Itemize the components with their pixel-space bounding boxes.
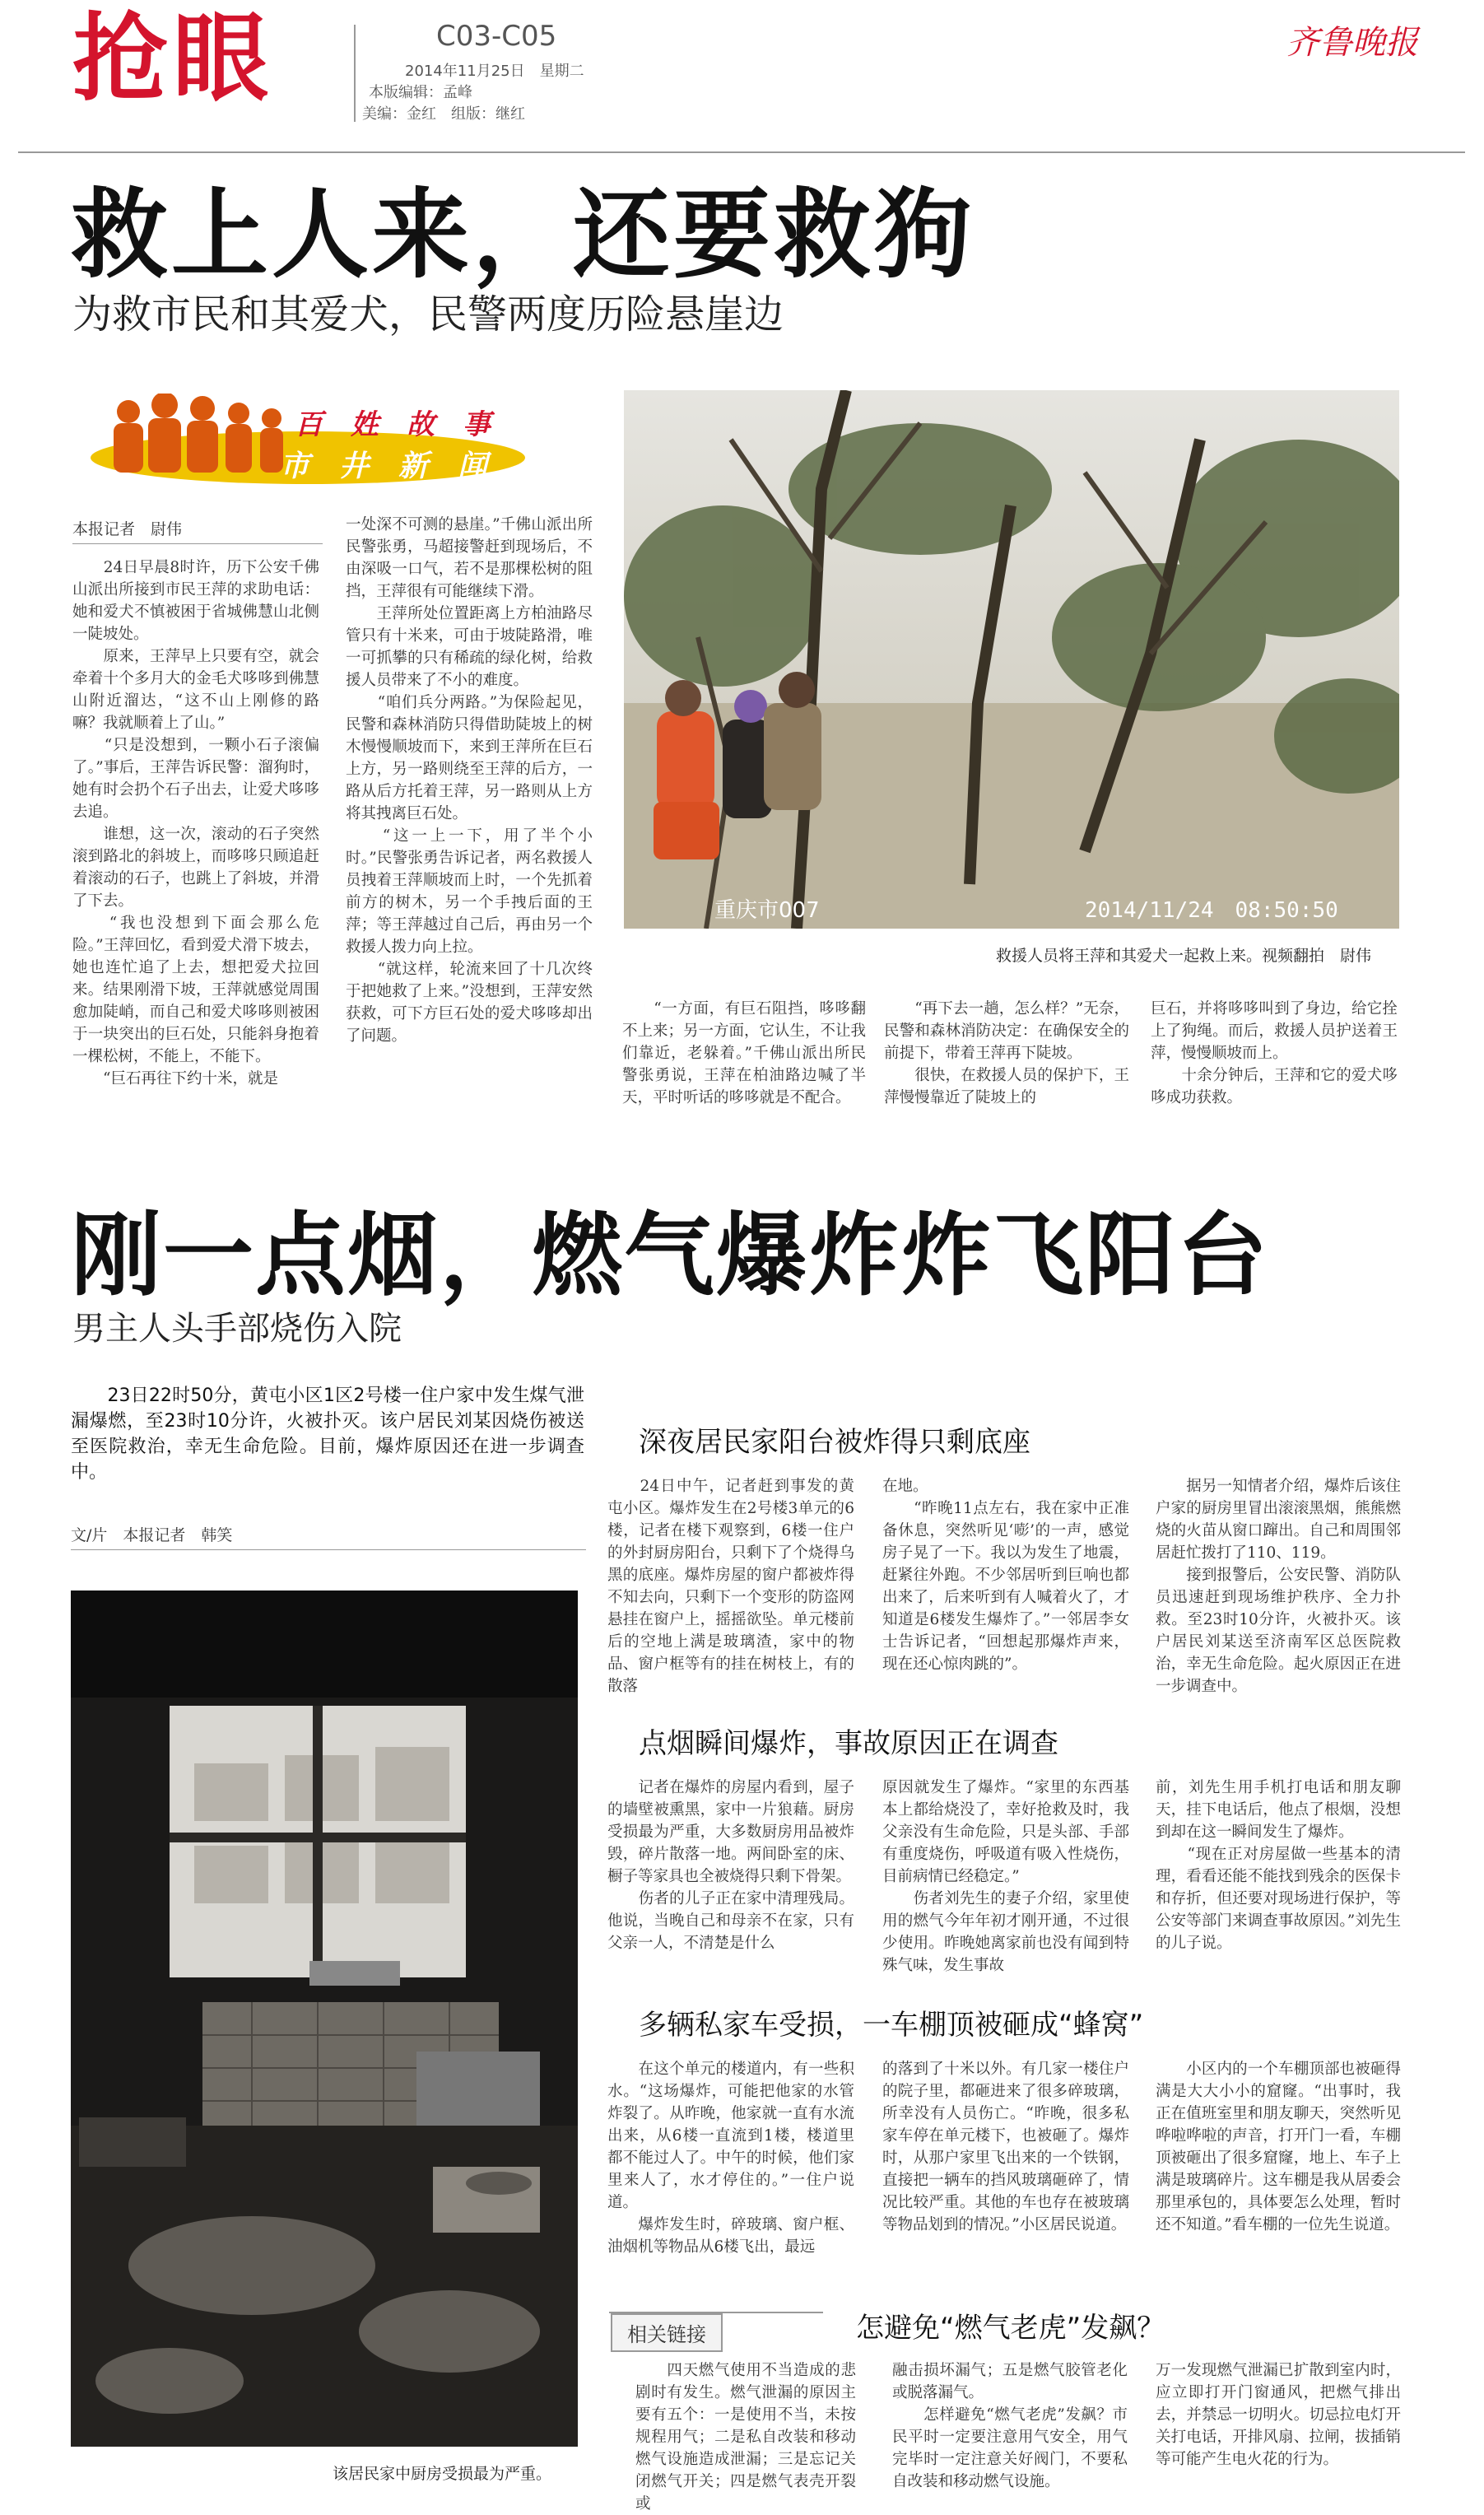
story2-sec2-column-1: 记者在爆炸的房屋内看到，屋子的墙壁被熏黑，家中一片狼藉。厨房受损最为严重，大多数厨房用品被炸毁，碎片散落一地。两间卧室的床、橱子等家具也全被烧得只剩下骨架。 伤者的儿子正在家中清理残局。他说，当晚自己和母亲不在家，只有父亲一人，不清楚是什么	[607, 1779, 854, 1952]
related-column-3: 万一发现燃气泄漏已扩散到室内时，应立即打开门窗通风，把燃气排出去，并禁忌一切明火。切忌拉电灯开关打电话，开排风扇、拉闸，拔插销等可能产生电火花的行为。	[1156, 2362, 1401, 2468]
story2-sec2-column-2: 原因就发生了爆炸。“家里的东西基本上都给烧没了，幸好抢救及时，我父亲没有生命危险，只是头部、手部有重度烧伤，呼吸道有吸入性烧伤，目前病情已经稳定。” 伤者刘先生的妻子介绍，家里使用的燃气今年年初才刚开通，不过很少使用。昨晚她离家前也没有闻到特殊气味，发生事故	[882, 1779, 1129, 1974]
story2-photo-caption: 该居民家中厨房受损最为严重。	[333, 2465, 552, 2483]
story2-sec1-column-2: 在地。 “昨晚11点左右，我在家中正准备休息，突然听见‘嘭’的一声，感觉房子晃了一下。我以为发生了地震，赶紧往外跑。不少邻居听到巨响也都出来了，后来听到有人喊着火了，才知道是6楼发生爆炸了。”一邻居李女士告诉记者，“回想起那爆炸声来，现在还心惊肉跳的”。	[882, 1478, 1129, 1673]
story1-photo-caption: 救援人员将王萍和其爱犬一起救上来。视频翻拍 尉伟	[996, 947, 1372, 965]
story1-column-3: “一方面，有巨石阻挡，哆哆翻不上来；另一方面，它认生，不让我们靠近，老躲着。”千佛山派出所民警张勇说，王萍在柏油路边喊了半天，平时听话的哆哆就是不配合。	[622, 1000, 867, 1106]
rescue-scene-image	[624, 390, 1399, 929]
editor-credit: 本版编辑：孟峰	[369, 84, 472, 101]
story1-column-4: “再下去一趟，怎么样？”无奈，民警和森林消防决定：在确保安全的前提下，带着王萍再下陡坡。 很快，在救援人员的保护下，王萍慢慢靠近了陡坡上的	[884, 1000, 1129, 1106]
masthead-rule	[18, 151, 1465, 153]
story2-sec2-column-3: 前，刘先生用手机打电话和朋友聊天，挂下电话后，他点了根烟，没想到却在这一瞬间发生了爆炸。 “现在正对房屋做一些基本的清理，看看还能不能找到残余的医保卡和存折，但还要对现场进行保护，等公安等部门来调查事故原因。”刘先生的儿子说。	[1156, 1779, 1401, 1952]
story2-subhead: 男主人头手部烧伤入院	[72, 1310, 402, 1348]
story1-headline: 救上人来，还要救狗	[71, 178, 975, 291]
issue-date: 2014年11月25日 星期二	[405, 63, 584, 80]
story2-sec3-column-2: 的落到了十米以外。有几家一楼住户的院子里，都砸进来了很多碎玻璃，所幸没有人员伤亡。“昨晚，很多私家车停在单元楼下，也被砸了。爆炸时，从那户家里飞出来的一个铁钢，直接把一辆车的挡风玻璃砸碎了，情况比较严重。其他的车也存在被玻璃等物品划到的情况。”小区居民说道。	[882, 2061, 1129, 2233]
column-badge	[89, 394, 527, 487]
page-range: C03-C05	[436, 20, 557, 53]
section-title: 抢眼	[72, 3, 273, 114]
kitchen-photo	[71, 1591, 578, 2447]
story1-subhead: 为救市民和其爱犬，民警两度历险悬崖边	[72, 291, 784, 338]
photo-stamp-right: 2014/11/24 08:50:50	[1085, 898, 1338, 923]
story2-sec3-column-3: 小区内的一个车棚顶部也被砸得满是大大小小的窟窿。“出事时，我正在值班室里和朋友聊天，突然听见哗啦哗啦的声音，打开门一看，车棚顶被砸出了很多窟窿，地上、车子上满是玻璃碎片。这车棚是我从居委会那里承包的，具体要怎么处理，暂时还不知道。”看车棚的一位先生说道。	[1156, 2061, 1401, 2233]
byline-rule	[72, 543, 323, 544]
related-column-2: 融击损坏漏气；五是燃气胶管老化或脱落漏气。 怎样避免“燃气老虎”发飙？市民平时一定要注意用气安全，用气完毕时一定注意关好阀门，不要私自改装和移动燃气设施。	[892, 2362, 1128, 2490]
badge-line2: 市 井 新 闻	[280, 449, 488, 483]
burned-kitchen-image	[71, 1591, 578, 2447]
story2-byline-rule	[71, 1549, 586, 1550]
story2-byline: 文/片 本报记者 韩笑	[71, 1526, 233, 1544]
photo-stamp-left: 重庆市007	[714, 898, 820, 923]
story1-column-5: 巨石，并将哆哆叫到了身边，给它拴上了狗绳。而后，救援人员护送着王萍，慢慢顺坡而上。 十余分钟后，王萍和它的爱犬哆哆成功获救。	[1151, 1000, 1398, 1106]
story2-section3-title: 多辆私家车受损，一车棚顶被砸成“蜂窝”	[639, 2009, 1144, 2042]
story2-section2-title: 点烟瞬间爆炸，事故原因正在调查	[639, 1727, 1058, 1760]
story2-headline: 刚一点烟，燃气爆炸炸飞阳台	[71, 1203, 1269, 1308]
story1-column-1: 24日早晨8时许，历下公安千佛山派出所接到市民王萍的求助电话：她和爱犬不慎被困于省城佛慧山北侧一陡坡处。 原来，王萍早上只要有空，就会牵着十个多月大的金毛犬哆哆到佛慧山附近溜达，“这不山上刚修的路嘛？我就顺着上了山。” “只是没想到，一颗小石子滚偏了。”事后，王萍告诉民警：溜狗时，她有时会扔个石子出去，让爱犬哆哆去追。 谁想，这一次，滚动的石子突然滚到路北的斜坡上，而哆哆只顾追赶着滚动的石子，也跳上了斜坡，并滑了下去。 “我也没想到下面会那么危险。”王萍回忆，看到爱犬滑下坡去，她也连忙追了上去，想把爱犬拉回来。结果刚滑下坡，王萍就感觉周围愈加陡峭，而自己和爱犬哆哆则被困于一块突出的巨石处，只能斜身抱着一棵松树，不能上，不能下。 “巨石再往下约十米，就是	[72, 559, 319, 1088]
masthead-divider	[354, 25, 356, 122]
story1-column-2: 一处深不可测的悬崖。”千佛山派出所民警张勇，马超接警赶到现场后，不由深吸一口气，若不是那棵松树的阻挡，王萍很有可能继续下滑。 王萍所处位置距离上方柏油路尽管只有十米来，可由于坡陡路滑，唯一可抓攀的只有稀疏的绿化树，给救援人员带来了不小的难度。 “咱们兵分两路。”为保险起见，民警和森林消防只得借助陡坡上的树木慢慢顺坡而下，来到王萍所在巨石上方，另一路则绕至王萍的后方，一路从后方托着王萍，另一路则从上方将其拽离巨石处。 “这一上一下，用了半个小时。”民警张勇告诉记者，两名救援人员拽着王萍顺坡而上时，一个先抓着前方的树木，另一个手拽后面的王萍；等王萍越过自己后，再由另一个救援人拨力向上拉。 “就这样，轮流来回了十几次终于把她救了上来。”没想到，王萍安然获救，可下方巨石处的爱犬哆哆却出了问题。	[346, 516, 593, 1045]
story2-lead: 23日22时50分，黄屯小区1区2号楼一住户家中发生煤气泄漏爆燃，至23时10分许，火被扑灭。该户居民刘某因烧伤被送至医院救治，幸无生命危险。目前，爆炸原因还在进一步调查中。	[71, 1386, 584, 1483]
design-credit: 美编：金红 组版：继红	[362, 105, 525, 123]
story2-section1-title: 深夜居民家阳台被炸得只剩底座	[639, 1426, 1030, 1459]
story1-byline: 本报记者 尉伟	[72, 520, 183, 538]
badge-line1: 百 姓 故 事	[295, 408, 491, 441]
story2-sec3-column-1: 在这个单元的楼道内，有一些积水。“这场爆炸，可能把他家的水管炸裂了。从昨晚，他家就一直有水流出来，从6楼一直流到1楼，楼道里都不能过人了。中午的时候，他们家里来人了，水才停住的。”一住户说道。 爆炸发生时，碎玻璃、窗户框、油烟机等物品从6楼飞出，最远	[607, 2061, 854, 2256]
newspaper-logo: 齐鲁晚报	[1286, 24, 1418, 62]
related-column-1: 四天燃气使用不当造成的悲剧时有发生。燃气泄漏的原因主要有五个：一是使用不当，未按规程用气；二是私自改装和移动燃气设施造成泄漏；三是忘记关闭燃气开关；四是燃气表壳开裂或	[635, 2362, 856, 2513]
story2-sec1-column-1: 24日中午，记者赶到事发的黄屯小区。爆炸发生在2号楼3单元的6楼，记者在楼下观察到，6楼一住户的外封厨房阳台，只剩下了个烧得乌黑的底座。爆炸房屋的窗户都被炸得不知去向，只剩下一个变形的防盗网悬挂在窗户上，摇摇欲坠。单元楼前后的空地上满是玻璃渣，家中的物品、窗户框等有的挂在树枝上，有的散落	[607, 1478, 854, 1695]
rescue-photo	[624, 390, 1399, 929]
related-title: 怎避免“燃气老虎”发飙？	[856, 2312, 1165, 2345]
related-link-tag: 相关链接	[611, 2313, 723, 2352]
story2-sec1-column-3: 据另一知情者介绍，爆炸后该住户家的厨房里冒出滚滚黑烟，熊熊燃烧的火苗从窗口蹿出。自己和周围邻居赶忙拨打了110、119。 接到报警后，公安民警、消防队员迅速赶到现场维护秩序、全力扑救。至23时10分许，火被扑灭。该户居民刘某送至济南军区总医院救治，幸无生命危险。起火原因正在进一步调查中。	[1156, 1478, 1401, 1695]
